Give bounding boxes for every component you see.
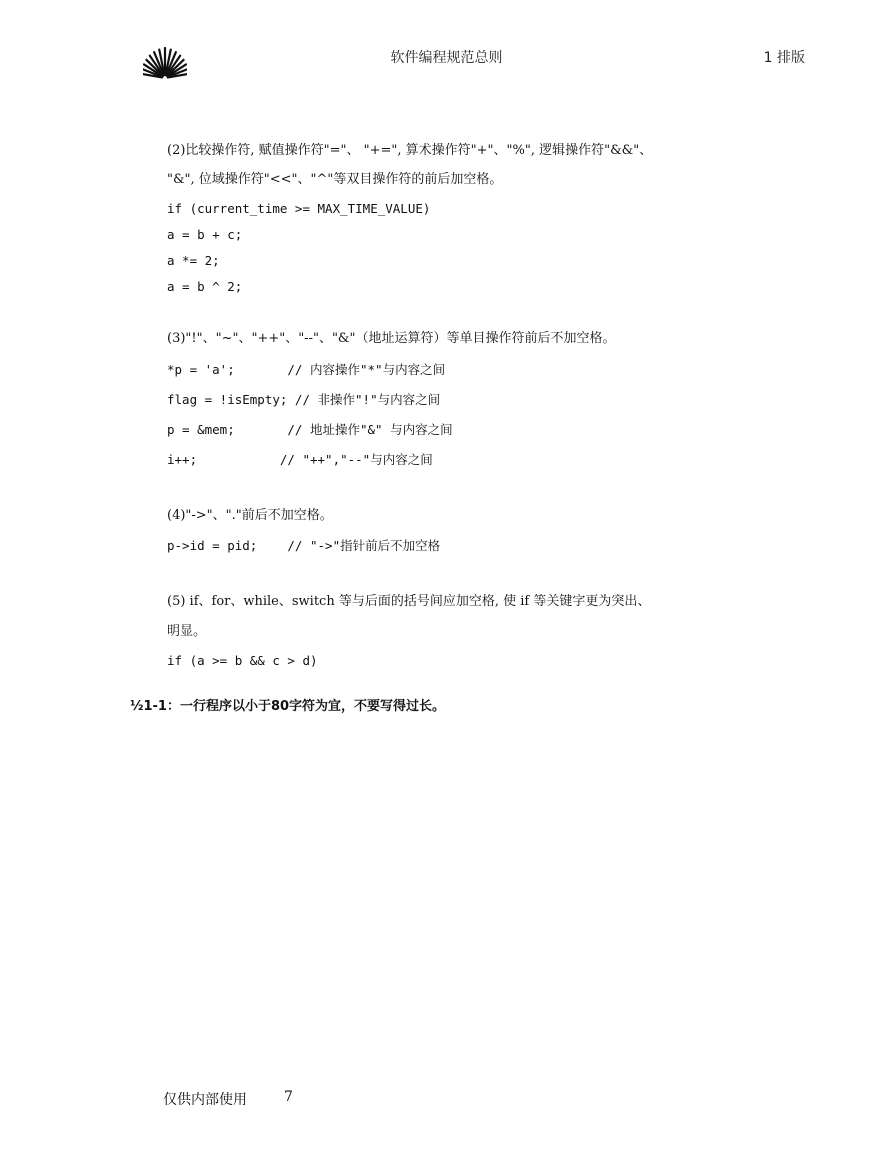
code-line: a = b ^ 2; xyxy=(167,279,243,294)
code-line: a = b + c; xyxy=(167,227,243,242)
item-3-text-line-1: (3)"!"、"~"、"++"、"--"、"&"（地址运算符）等单目操作符前后不加空格。 xyxy=(167,331,616,346)
code-line: if (a >= b && c > d) xyxy=(167,653,318,668)
code-line: p = &mem; // 地址操作"&" 与内容之间 xyxy=(167,422,453,437)
code-line: p->id = pid; // "->"指针前后不加空格 xyxy=(167,538,441,553)
code-line: *p = 'a'; // 内容操作"*"与内容之间 xyxy=(167,362,446,377)
item-2-text-line-1: (2)比较操作符, 赋值操作符"="、 "+=", 算术操作符"+"、"%", 逻辑操作符"&&"、 xyxy=(167,143,653,158)
item-4-text-line-1: (4)"->"、"."前后不加空格。 xyxy=(167,508,333,523)
code-line: a *= 2; xyxy=(167,253,220,268)
page-number: 7 xyxy=(284,1089,293,1105)
item-2-text-line-2: "&", 位域操作符"<<"、"^"等双目操作符的前后加空格。 xyxy=(167,172,503,187)
document-title: 软件编程规范总则 xyxy=(390,50,503,66)
item-5-text-line-2: 明显。 xyxy=(167,624,207,639)
code-line: if (current_time >= MAX_TIME_VALUE) xyxy=(167,201,431,216)
code-line: flag = !isEmpty; // 非操作"!"与内容之间 xyxy=(167,392,441,407)
code-line: i++; // "++","--"与内容之间 xyxy=(167,452,433,467)
rule-statement: ½1-1：一行程序以小于80字符为宜，不要写得过长。 xyxy=(130,699,446,714)
item-5-text-line-1: (5) if、for、while、switch 等与后面的括号间应加空格, 使 if 等关键字更为突出、 xyxy=(167,594,651,609)
chapter-heading: 1 排版 xyxy=(763,50,805,66)
footer-label: 仅供内部使用 xyxy=(163,1092,247,1108)
